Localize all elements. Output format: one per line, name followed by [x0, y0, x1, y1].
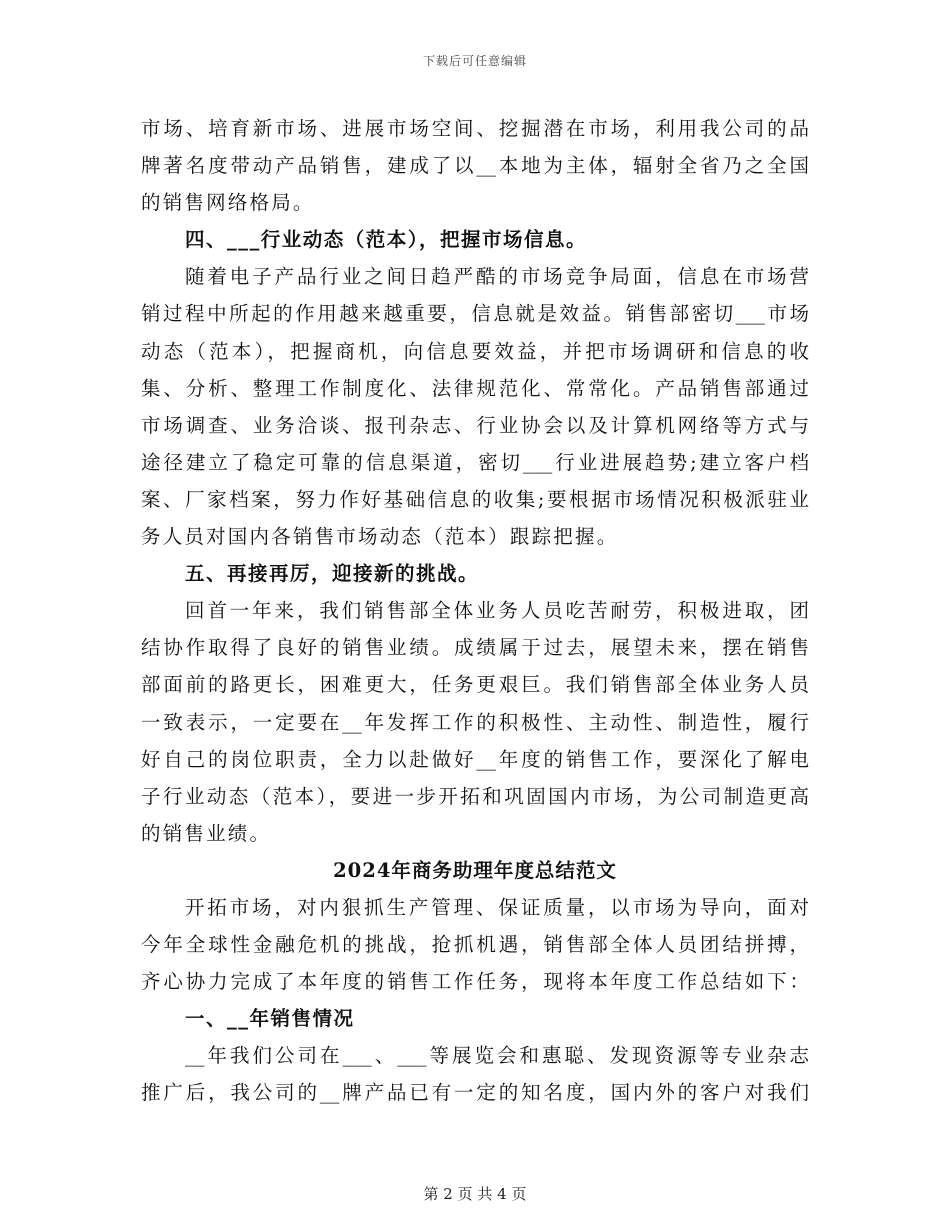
paragraph-line: 子行业动态（范本），要进一步开拓和巩固国内市场，为公司制造更高 — [141, 784, 809, 808]
paragraph-line: 今年全球性金融危机的挑战，抢抓机遇，销售部全体人员团结拼搏， — [141, 933, 809, 957]
paragraph-line: 牌著名度带动产品销售，建成了以__本地为主体，辐射全省乃之全国 — [141, 154, 809, 178]
section-heading: 一、__年销售情况 — [185, 1007, 355, 1031]
paragraph-line: 的销售业绩。 — [141, 821, 272, 845]
paragraph-line: 一致表示，一定要在__年发挥工作的积极性、主动性、制造性，履行 — [141, 710, 809, 734]
page-header: 下载后可任意编辑 — [422, 54, 527, 68]
paragraph-line: __年我们公司在___、___等展览会和惠聪、发现资源等专业杂志 — [185, 1044, 809, 1068]
paragraph-line: 好自己的岗位职责，全力以赴做好__年度的销售工作，要深化了解电 — [141, 747, 809, 771]
paragraph-line: 案、厂家档案，努力作好基础信息的收集;要根据市场情况积极派驻业 — [141, 487, 809, 511]
paragraph-line: 的销售网络格局。 — [141, 191, 315, 215]
page-footer: 第 2 页 共 4 页 — [423, 1185, 527, 1203]
section-heading: 四、___行业动态（范本），把握市场信息。 — [185, 228, 588, 252]
paragraph-line: 市场调查、业务洽谈、报刊杂志、行业协会以及计算机网络等方式与 — [141, 413, 809, 437]
paragraph-line: 开拓市场，对内狠抓生产管理、保证质量，以市场为导向，面对 — [185, 895, 809, 919]
paragraph-line: 市场、培育新市场、进展市场空间、挖掘潜在市场，利用我公司的品 — [141, 117, 809, 140]
paragraph-line: 集、分析、整理工作制度化、法律规范化、常常化。产品销售部通过 — [141, 376, 809, 400]
paragraph-line: 动态（范本），把握商机，向信息要效益，并把市场调研和信息的收 — [141, 339, 809, 363]
paragraph-line: 回首一年来，我们销售部全体业务人员吃苦耐劳，积极进取，团 — [185, 599, 809, 623]
section-heading: 五、再接再厉，迎接新的挑战。 — [185, 562, 480, 586]
paragraph-line: 推广后，我公司的__牌产品已有一定的知名度，国内外的客户对我们 — [141, 1081, 809, 1105]
paragraph-line: 结协作取得了良好的销售业绩。成绩属于过去，展望未来，摆在销售 — [141, 636, 809, 660]
paragraph-line: 随着电子产品行业之间日趋严酷的市场竞争局面，信息在市场营 — [185, 265, 809, 289]
paragraph-line: 务人员对国内各销售市场动态（范本）跟踪把握。 — [141, 525, 619, 549]
paragraph-line: 途径建立了稳定可靠的信息渠道，密切___行业进展趋势;建立客户档 — [141, 450, 809, 474]
paragraph-line: 部面前的路更长，困难更大，任务更艰巨。我们销售部全体业务人员 — [141, 673, 809, 697]
article-title: 2024年商务助理年度总结范文 — [333, 858, 617, 882]
document-body — [141, 110, 809, 1112]
paragraph-line: 销过程中所起的作用越来越重要，信息就是效益。销售部密切___市场 — [141, 302, 809, 326]
paragraph-line: 齐心协力完成了本年度的销售工作任务，现将本年度工作总结如下： — [141, 970, 809, 994]
